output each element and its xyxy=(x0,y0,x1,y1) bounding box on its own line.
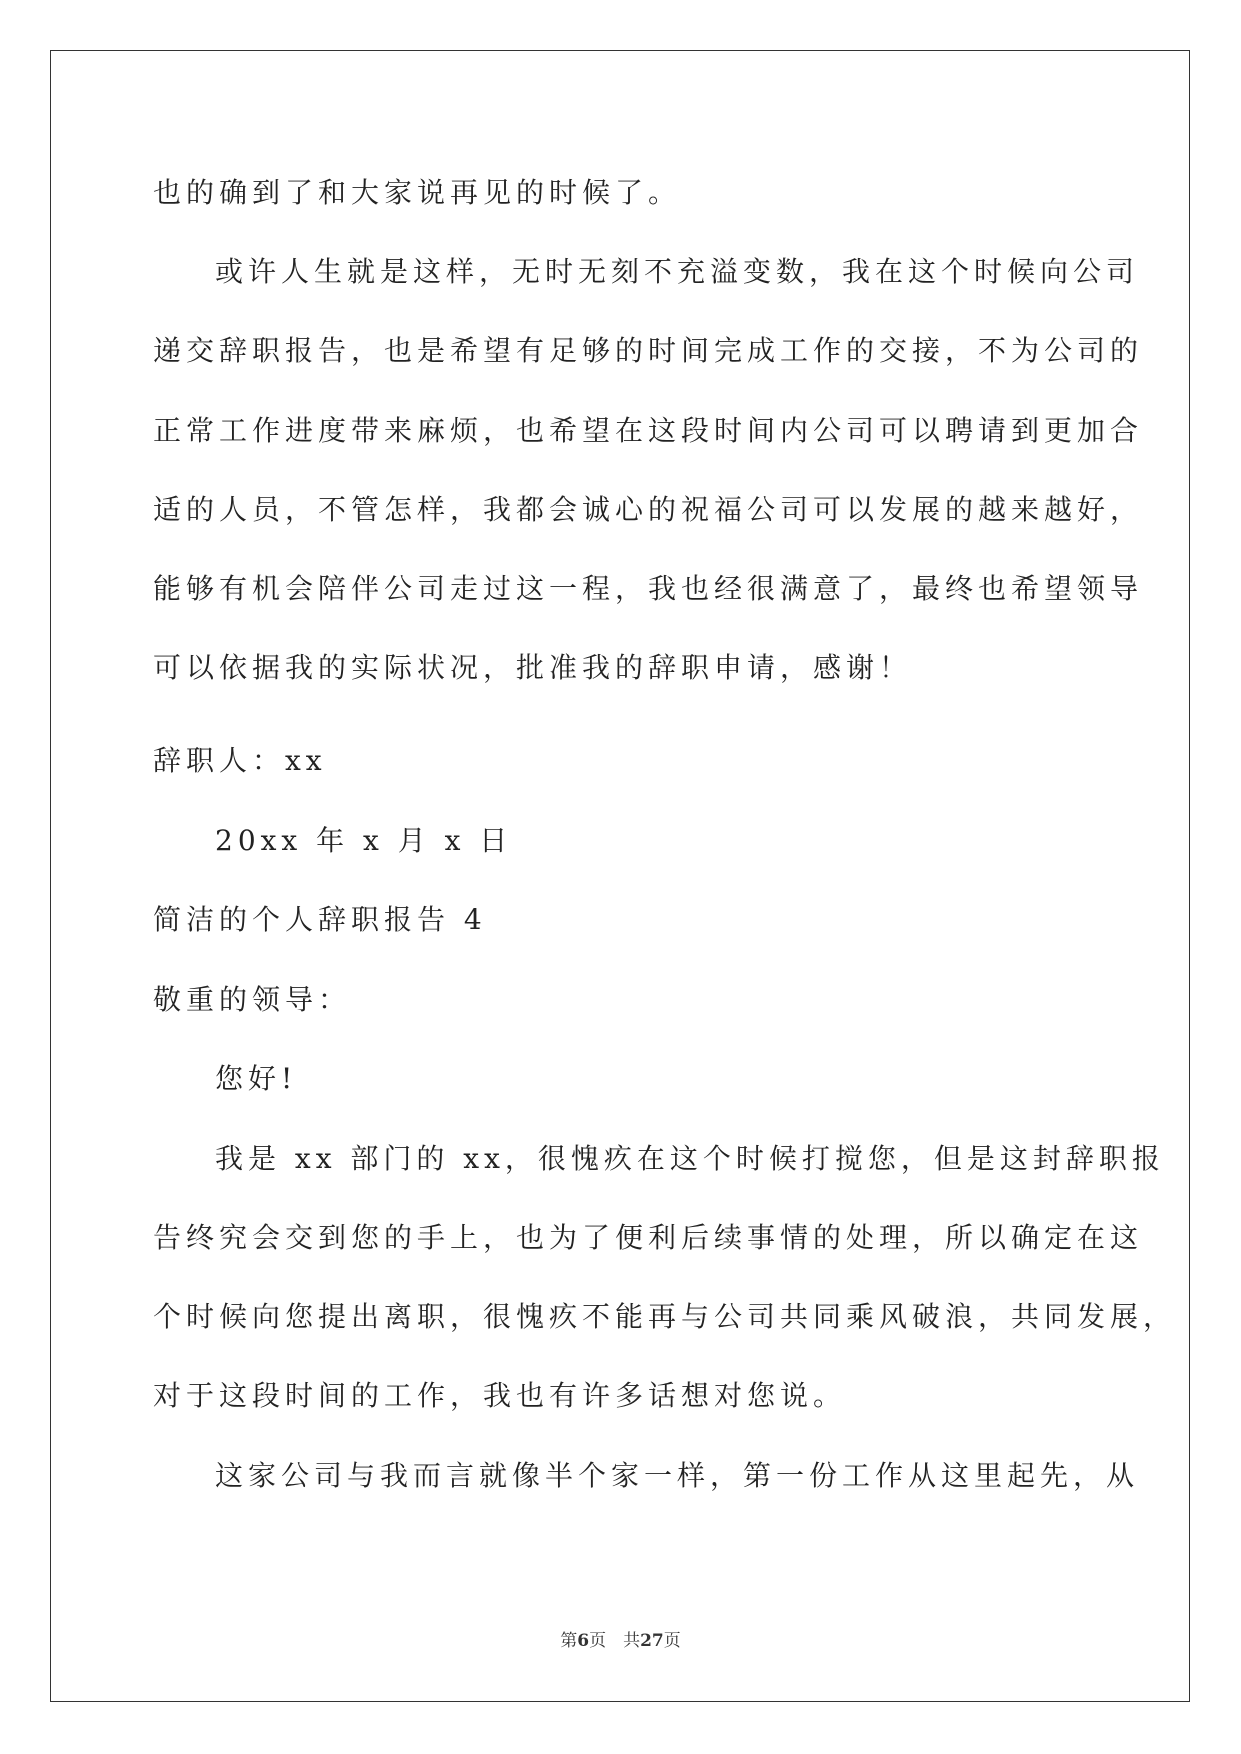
footer-mid: 页 共 xyxy=(589,1631,641,1651)
body-line: 适的人员，不管怎样，我都会诚心的祝福公司可以发展的越来越好， xyxy=(153,493,1144,526)
body-line: 正常工作进度带来麻烦，也希望在这段时间内公司可以聘请到更加合 xyxy=(153,414,1144,447)
body-line: 或许人生就是这样，无时无刻不充溢变数，我在这个时候向公司 xyxy=(215,255,1140,288)
salutation: 敬重的领导： xyxy=(153,983,352,1016)
page-number: 6 xyxy=(577,1631,590,1651)
total-pages: 27 xyxy=(640,1631,664,1651)
body-line: 告终究会交到您的手上，也为了便利后续事情的处理，所以确定在这 xyxy=(153,1221,1144,1254)
body-line: 对于这段时间的工作，我也有许多话想对您说。 xyxy=(153,1379,847,1412)
footer-suffix: 页 xyxy=(663,1631,681,1651)
greeting: 您好! xyxy=(215,1062,298,1095)
section-title: 简洁的个人辞职报告 4 xyxy=(153,903,487,936)
body-line: 能够有机会陪伴公司走过这一程，我也经很满意了，最终也希望领导 xyxy=(153,572,1144,605)
signature-line: 辞职人：xx xyxy=(153,744,327,777)
body-line: 我是 xx 部门的 xx，很愧疚在这个时候打搅您，但是这封辞职报 xyxy=(215,1142,1165,1175)
body-line: 这家公司与我而言就像半个家一样，第一份工作从这里起先，从 xyxy=(215,1459,1140,1492)
date-line: 20xx 年 x 月 x 日 xyxy=(215,824,513,857)
body-line: 递交辞职报告，也是希望有足够的时间完成工作的交接，不为公司的 xyxy=(153,334,1144,367)
body-line: 也的确到了和大家说再见的时候了。 xyxy=(153,176,682,209)
footer-prefix: 第 xyxy=(560,1631,578,1651)
page-border xyxy=(50,50,1190,1702)
body-line: 个时候向您提出离职，很愧疚不能再与公司共同乘风破浪，共同发展， xyxy=(153,1300,1177,1333)
body-line: 可以依据我的实际状况，批准我的辞职申请，感谢！ xyxy=(153,651,913,684)
page-footer xyxy=(0,1626,1241,1651)
